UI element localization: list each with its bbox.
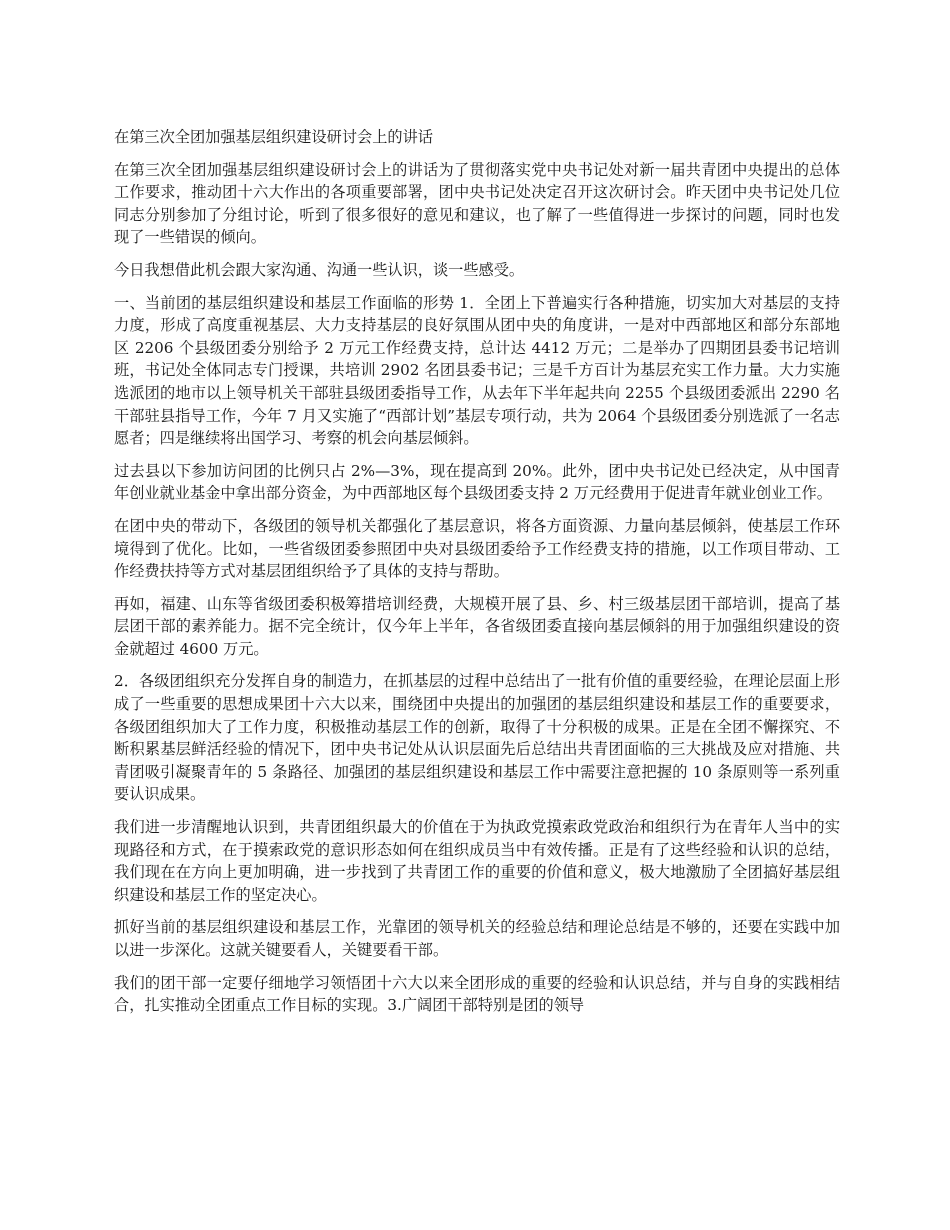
paragraph-9: 抓好当前的基层组织建设和基层工作，光靠团的领导机关的经验总结和理论总结是不够的，还要在实践中加以进一步深化。这就关键要看人，关键要看干部。 [114, 918, 840, 959]
document-title: 在第三次全团加强基层组织建设研讨会上的讲话 [114, 128, 433, 146]
paragraph-2: 今日我想借此机会跟大家沟通、沟通一些认识，谈一些感受。 [114, 260, 525, 279]
paragraph-7: 2．各级团组织充分发挥自身的制造力，在抓基层的过程中总结出了一批有价值的重要经验，在理论层面上形成了一些重要的思想成果团十六大以来，围绕团中央提出的加强团的基层组织建设和基层工作的重要要求，各级团组织加大了工作力度，积极推动基层工作的创新，取得了十分积极的成果。正是在全团不懈探究、不断积累基层鲜活经验的情况下，团中央书记处从认识层面先后总结出共青团面临的三大挑战及应对措施、共青团吸引凝聚青年的 5 条路径、加强团的基层组织建设和基层工作中需要注意把握的 10 条原则等一系列重要认识成果。 [114, 672, 840, 804]
paragraph-5: 在团中央的带动下，各级团的领导机关都强化了基层意识，将各方面资源、力量向基层倾斜，使基层工作环境得到了优化。比如，一些省级团委参照团中央对县级团委给予工作经费支持的措施，以工作项目带动、工作经费扶持等方式对基层团组织给予了具体的支持与帮助。 [114, 516, 840, 581]
document-page [114, 118, 840, 1198]
paragraph-4: 过去县以下参加访问团的比例只占 2%—3%，现在提高到 20%。此外，团中央书记处已经决定，从中国青年创业就业基金中拿出部分资金，为中西部地区每个县级团委支持 2 万元经费用于促进青年就业创业工作。 [114, 461, 840, 503]
paragraph-3: 一、当前团的基层组织建设和基层工作面临的形势 1．全团上下普遍实行各种措施，切实加大对基层的支持力度，形成了高度重视基层、大力支持基层的良好氛围从团中央的角度讲，一是对中西部地区和部分东部地区 2206 个县级团委分别给予 2 万元工作经费支持，总计达 4412 万元；二是举办了四期团县委书记培训班，书记处全体同志专门授课，共培训 2902 名团县委书记；三是千方百计为基层充实工作力量。大力实施选派团的地市以上领导机关干部驻县级团委指导工作，从去年下半年起共向 2255 个县级团委派出 2290 名干部驻县指导工作，今年 7 月又实施了“西部计划”基层专项行动，共为 2064 个县级团委分别选派了一名志愿者；四是继续将出国学习、考察的机会向基层倾斜。 [114, 293, 840, 448]
paragraph-8: 我们进一步清醒地认识到，共青团组织最大的价值在于为执政党摸索政党政治和组织行为在青年人当中的实现路径和方式，在于摸索政党的意识形态如何在组织成员当中有效传播。正是有了这些经验和认识的总结，我们现在在方向上更加明确，进一步找到了共青团工作的重要的价值和意义，极大地激励了全团搞好基层组织建设和基层工作的坚定决心。 [114, 818, 840, 904]
paragraph-6: 再如，福建、山东等省级团委积极筹措培训经费，大规模开展了县、乡、村三级基层团干部培训，提高了基层团干部的素养能力。据不完全统计，仅今年上半年，各省级团委直接向基层倾斜的用于加强组织建设的资金就超过 4600 万元。 [114, 594, 840, 658]
paragraph-10: 我们的团干部一定要仔细地学习领悟团十六大以来全团形成的重要的经验和认识总结，并与自身的实践相结合，扎实推动全团重点工作目标的实现。3.广阔团干部特别是团的领导 [114, 973, 840, 1015]
paragraph-1: 在第三次全团加强基层组织建设研讨会上的讲话为了贯彻落实党中央书记处对新一届共青团中央提出的总体工作要求，推动团十六大作出的各项重要部署，团中央书记处决定召开这次研讨会。昨天团中央书记处几位同志分别参加了分组讨论，听到了很多很好的意见和建议，也了解了一些值得进一步探讨的问题，同时也发现了一些错误的倾向。 [114, 160, 840, 247]
